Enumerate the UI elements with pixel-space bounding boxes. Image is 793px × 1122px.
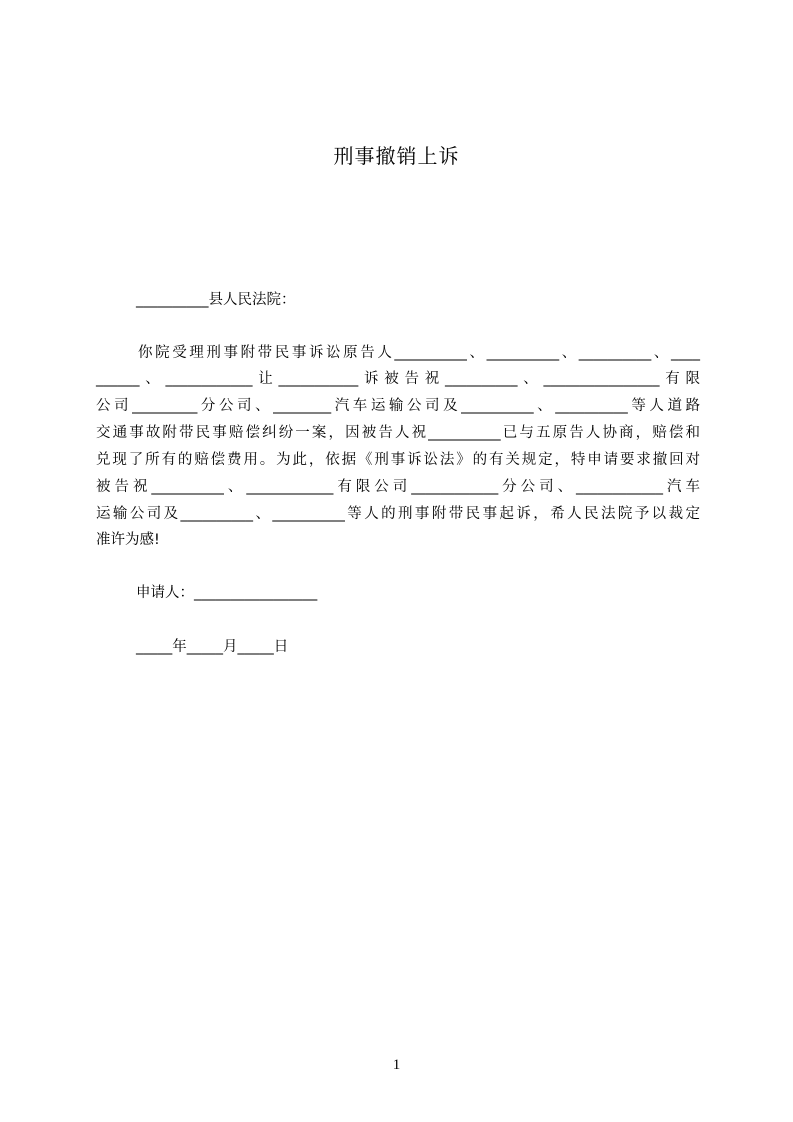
date-line: _____年_____月_____日 <box>136 639 289 655</box>
body-line: ______、____________让___________诉被告祝__________、________________有限 <box>96 371 700 387</box>
body-line: 兑现了所有的赔偿费用。为此，依据《刑事诉讼法》的有关规定，特申请要求撤回对 <box>96 452 700 468</box>
addressee-line: __________县人民法院： <box>136 292 296 308</box>
page-number: 1 <box>392 1057 401 1073</box>
body-line: 你院受理刑事附带民事诉讼原告人__________、__________、__________、____ <box>138 345 700 361</box>
body-line: 交通事故附带民事赔偿纠纷一案，因被告人祝__________已与五原告人协商，赔偿和 <box>96 425 700 441</box>
document-title: 刑事撤销上诉 <box>333 144 460 168</box>
body-line: 公司_________分公司、________汽车运输公司及__________、__________等人道路 <box>96 398 700 414</box>
body-line: 运输公司及__________、__________等人的刑事附带民事起诉，希人民法院予以裁定 <box>96 506 700 522</box>
body-line: 被告祝__________、____________有限公司____________分公司、____________汽车 <box>96 479 700 495</box>
applicant-line: 申请人：_________________ <box>136 585 318 601</box>
body-line: 准许为感! <box>96 532 160 548</box>
